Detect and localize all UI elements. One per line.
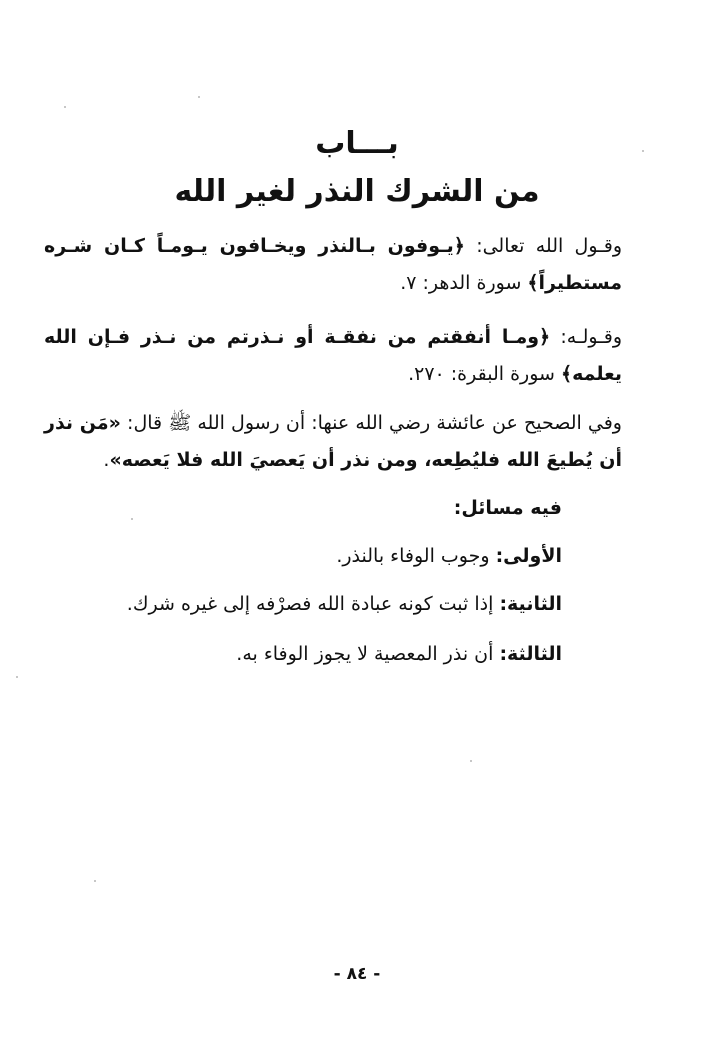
scan-speck	[131, 518, 133, 520]
page-number: - ٨٤ -	[333, 964, 381, 984]
hadith-quote: «مَن نذر أن يُطيعَ الله فليُطِعه، ومن نذر أن يَعصيَ الله فلا يَعصه»	[44, 412, 622, 471]
scan-speck	[470, 760, 472, 762]
issue-text: أن نذر المعصية لا يجوز الوفاء به.	[236, 643, 500, 665]
verse-reference: سورة الدهر: ٧.	[400, 272, 528, 294]
paragraph-intro: وفي الصحيح عن عائشة رضي الله عنها: أن رسول الله ﷺ قال:	[120, 412, 622, 434]
chapter-title: من الشرك النذر لغير الله	[174, 174, 540, 209]
paragraph-verse-1	[44, 228, 622, 302]
scan-speck	[94, 880, 96, 882]
issues-heading: فيه مسائل:	[453, 497, 562, 519]
scan-speck	[16, 676, 18, 678]
issue-item	[127, 586, 562, 622]
issue-label: الأولى:	[495, 545, 562, 567]
issue-item	[236, 636, 562, 672]
paragraph-hadith	[44, 405, 622, 479]
verse-reference: سورة البقرة: ٢٧٠.	[408, 363, 561, 385]
scan-speck	[198, 96, 200, 98]
scan-speck	[64, 106, 66, 108]
quran-quote: ﴿يـوفون بـالنذر ويخـافون يـومـاً كـان شـره مستطيراً﴾	[44, 235, 622, 294]
issue-text: وجوب الوفاء بالنذر.	[336, 545, 496, 567]
issue-label: الثانية:	[499, 593, 562, 615]
paragraph-verse-2	[44, 319, 622, 393]
issue-item	[336, 538, 562, 574]
issue-text: إذا ثبت كونه عبادة الله فصرْفه إلى غيره شرك.	[126, 593, 500, 615]
quran-quote: ﴿ومـا أنفقتم من نفقـة أو نـذرتم من نـذر فـإن الله يعلمه﴾	[44, 326, 622, 385]
chapter-heading: بـــاب	[315, 126, 399, 161]
hadith-end: .	[103, 449, 110, 471]
paragraph-intro: وقـول الله تعالى:	[464, 235, 622, 257]
paragraph-intro: وقـولـه:	[550, 326, 622, 348]
issue-label: الثالثة:	[499, 643, 562, 665]
